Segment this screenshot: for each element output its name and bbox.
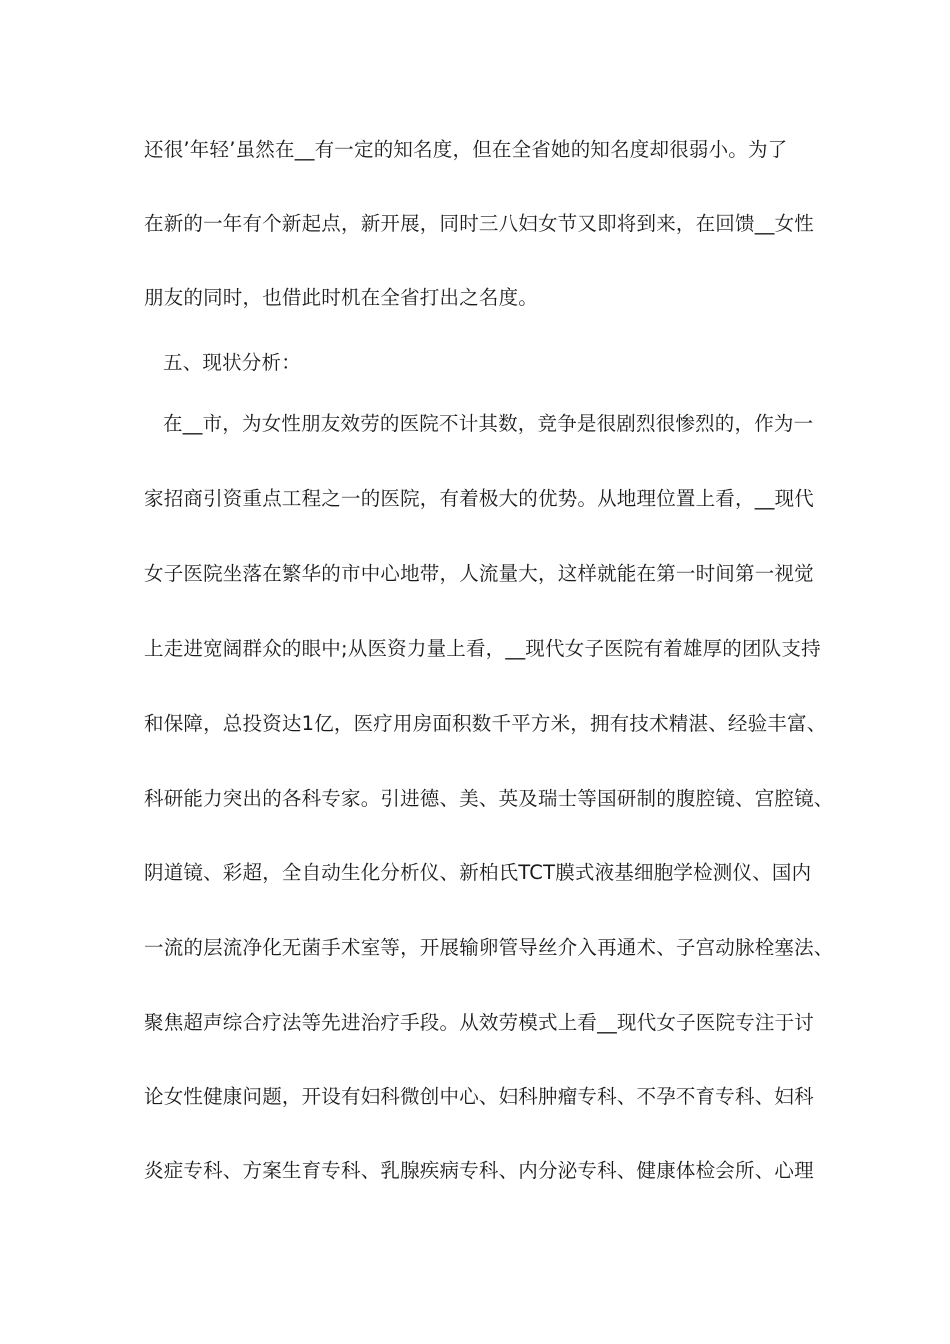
paragraph-line: 和保障，总投资达1亿，医疗用房面积数千平方米，拥有技术精湛、经验丰富、 — [144, 712, 827, 735]
paragraph-line: 朋友的同时，也借此时机在全省打出之名度。 — [144, 286, 539, 309]
paragraph-line: 上走进宽阔群众的眼中;从医资力量上看，__现代女子医院有着雄厚的团队支持 — [144, 637, 821, 660]
section-heading: 五、现状分析： — [163, 351, 301, 374]
paragraph-line: 在新的一年有个新起点，新开展，同时三八妇女节又即将到来，在回馈__女性 — [144, 212, 815, 235]
paragraph-line: 聚焦超声综合疗法等先进治疗手段。从效劳模式上看__现代女子医院专注于讨 — [144, 1011, 815, 1034]
paragraph-line: 在__市，为女性朋友效劳的医院不计其数，竞争是很剧烈很惨烈的，作为一 — [163, 412, 814, 435]
paragraph-line: 科研能力突出的各科专家。引进德、美、英及瑞士等国研制的腹腔镜、宫腔镜、 — [144, 787, 834, 810]
paragraph-line: 炎症专科、方案生育专科、乳腺疾病专科、内分泌专科、健康体检会所、心理 — [144, 1159, 814, 1182]
paragraph-line: 阴道镜、彩超，全自动生化分析仪、新柏氏TCT膜式液基细胞学检测仪、国内 — [144, 861, 812, 884]
paragraph-line: 女子医院坐落在繁华的市中心地带，人流量大，这样就能在第一时间第一视觉 — [144, 562, 814, 585]
paragraph-line: 一流的层流净化无菌手术室等，开展输卵管导丝介入再通术、子宫动脉栓塞法、 — [144, 936, 834, 959]
paragraph-line: 论女性健康问题，开设有妇科微创中心、妇科肿瘤专科、不孕不育专科、妇科 — [144, 1085, 814, 1108]
paragraph-line: 家招商引资重点工程之一的医院，有着极大的优势。从地理位置上看，__现代 — [144, 487, 815, 510]
paragraph-line: 还很’年轻’虽然在__有一定的知名度，但在全省她的知名度却很弱小。为了 — [144, 138, 788, 161]
